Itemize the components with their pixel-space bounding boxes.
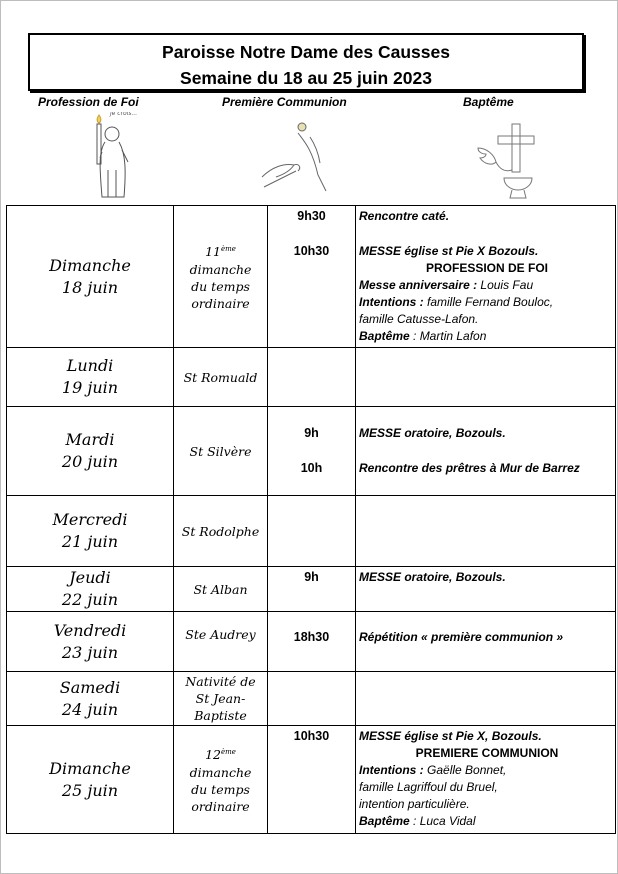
title-box: [28, 33, 584, 91]
day-cell: [7, 206, 174, 348]
time-cell: [268, 407, 356, 496]
event-line: famille Lagriffoul du Bruel,: [359, 780, 498, 794]
communion-illustration: [258, 115, 330, 193]
saint-cell: Ste Audrey: [174, 612, 268, 672]
day-date: 25 juin: [61, 780, 119, 800]
day-cell: [7, 726, 174, 834]
table-row: [7, 496, 616, 567]
day-cell: [7, 407, 174, 496]
day-cell: [7, 672, 174, 726]
event-label: Baptême: [359, 814, 410, 828]
event-line: Rencontre des prêtres à Mur de Barrez: [359, 461, 580, 475]
event-line: MESSE église st Pie X Bozouls.: [359, 244, 539, 258]
time-value: 10h30: [293, 729, 330, 743]
event-line: Rencontre caté.: [359, 209, 450, 223]
parish-title: Paroisse Notre Dame des Causses: [162, 42, 450, 62]
day-date: 22 juin: [61, 590, 119, 609]
day-date: 18 juin: [61, 277, 119, 297]
event-line: intention particulière.: [359, 797, 470, 811]
day-name: Dimanche: [49, 758, 131, 778]
event-line: MESSE oratoire, Bozouls.: [359, 570, 506, 584]
event-label: Messe anniversaire :: [359, 278, 478, 292]
event-cell: [356, 407, 616, 496]
day-cell: [7, 496, 174, 567]
time-cell: [268, 672, 356, 726]
schedule-table: [6, 205, 616, 834]
time-value: 9h: [304, 426, 319, 440]
week-title: Semaine du 18 au 25 juin 2023: [180, 68, 432, 88]
saint-cell: St Romuald: [174, 348, 268, 407]
saint-cell: [174, 726, 268, 834]
time-value: 10h: [300, 461, 323, 475]
table-row: [7, 672, 616, 726]
saint-cell: [174, 672, 268, 726]
day-name: Samedi: [59, 677, 121, 697]
event-cell: [356, 726, 616, 834]
time-value: 9h30: [297, 209, 326, 223]
event-cell: [356, 672, 616, 726]
saint-line: Nativité de: [185, 674, 256, 689]
day-date: 23 juin: [61, 642, 119, 662]
sunday-number: 11: [205, 244, 221, 260]
time-value: 10h30: [293, 244, 330, 258]
time-cell: [268, 206, 356, 348]
event-value: Louis Fau: [477, 278, 534, 292]
day-name: Lundi: [66, 356, 114, 375]
profession-illustration: [88, 112, 152, 202]
table-row: [7, 348, 616, 407]
event-line: Répétition « première communion »: [359, 630, 564, 644]
event-label: Baptême: [359, 329, 410, 343]
event-cell: [356, 496, 616, 567]
event-line: PREMIERE COMMUNION: [415, 746, 559, 760]
event-label: Intentions :: [359, 763, 424, 777]
table-row: [7, 567, 616, 612]
event-line: MESSE église st Pie X, Bozouls.: [359, 729, 542, 743]
sunday-suffix: ème: [220, 748, 236, 757]
day-cell: [7, 612, 174, 672]
event-line: MESSE oratoire, Bozouls.: [359, 426, 506, 440]
day-name: Dimanche: [49, 255, 131, 275]
je-crois-caption: je crois...: [110, 112, 138, 117]
saint-line: dimanche: [189, 764, 252, 780]
saint-cell: St Alban: [174, 567, 268, 612]
saint-cell: [174, 206, 268, 348]
time-cell: [268, 726, 356, 834]
day-cell: [7, 348, 174, 407]
time-cell: [268, 348, 356, 407]
day-cell: [7, 567, 174, 612]
saint-line: Baptiste: [194, 708, 247, 723]
day-date: 19 juin: [61, 378, 119, 397]
saint-line: dimanche: [189, 261, 252, 277]
saint-line: St Jean-: [195, 691, 246, 706]
day-name: Jeudi: [69, 568, 111, 587]
sunday-number: 12: [205, 747, 221, 763]
sunday-suffix: ème: [220, 245, 236, 254]
time-cell: [268, 567, 356, 612]
event-cell: [356, 348, 616, 407]
time-value: 9h: [304, 570, 319, 584]
day-name: Mercredi: [52, 510, 128, 529]
saint-line: ordinaire: [191, 798, 250, 814]
day-date: 20 juin: [61, 452, 119, 471]
event-line: famille Catusse-Lafon.: [359, 312, 479, 326]
event-value: : Luca Vidal: [409, 814, 476, 828]
table-row: [7, 726, 616, 834]
time-cell: [268, 612, 356, 672]
saint-cell: St Rodolphe: [174, 496, 268, 567]
time-value: 18h30: [293, 630, 330, 644]
day-date: 21 juin: [61, 532, 119, 551]
day-date: 24 juin: [61, 699, 119, 719]
saint-line: ordinaire: [191, 295, 250, 311]
table-row: [7, 407, 616, 496]
saint-cell: St Silvère: [174, 407, 268, 496]
event-line: PROFESSION DE FOI: [425, 261, 548, 275]
bapteme-illustration: [472, 118, 552, 202]
saint-line: du temps: [191, 278, 250, 294]
event-label: Intentions :: [359, 295, 424, 309]
event-cell: [356, 612, 616, 672]
event-cell: [356, 567, 616, 612]
category-bapteme: Baptême: [463, 95, 514, 109]
event-cell: [356, 206, 616, 348]
saint-line: du temps: [191, 781, 250, 797]
table-row: [7, 206, 616, 348]
day-name: Vendredi: [53, 620, 127, 640]
day-name: Mardi: [65, 430, 115, 449]
category-profession: Profession de Foi: [38, 95, 139, 109]
event-value: : Martin Lafon: [409, 329, 487, 343]
event-value: famille Fernand Bouloc,: [423, 295, 554, 309]
event-value: Gaëlle Bonnet,: [423, 763, 507, 777]
table-row: [7, 612, 616, 672]
category-communion: Première Communion: [222, 95, 347, 109]
time-cell: [268, 496, 356, 567]
